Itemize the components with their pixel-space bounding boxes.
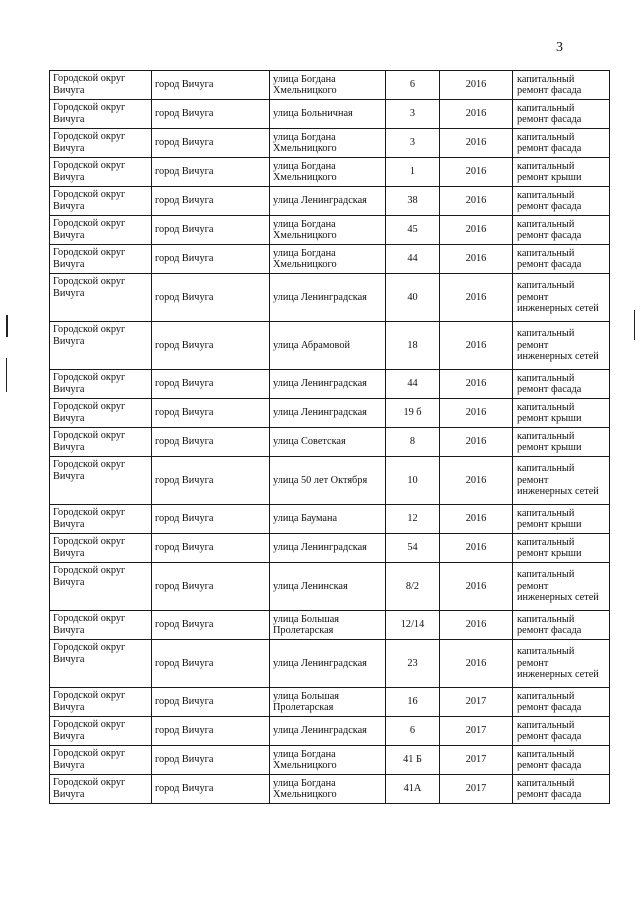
table-row bbox=[50, 100, 610, 129]
city-cell: город Вичуга bbox=[152, 534, 270, 563]
district-cell: Городской округ Вичуга bbox=[50, 245, 152, 274]
work-type-cell: капитальный ремонт крыши bbox=[513, 534, 610, 563]
city-cell: город Вичуга bbox=[152, 100, 270, 129]
district-cell: Городской округ Вичуга bbox=[50, 370, 152, 399]
house-number-cell: 45 bbox=[386, 216, 440, 245]
repair-schedule-table bbox=[49, 70, 610, 804]
work-type-cell: капитальный ремонт фасада bbox=[513, 71, 610, 100]
scan-artifact-left bbox=[6, 315, 8, 337]
street-cell: улица Ленинградская bbox=[270, 717, 386, 746]
city-cell: город Вичуга bbox=[152, 563, 270, 611]
table-row bbox=[50, 717, 610, 746]
work-type-cell: капитальный ремонт инженерных сетей bbox=[513, 457, 610, 505]
year-cell: 2016 bbox=[440, 457, 513, 505]
work-type-cell: капитальный ремонт фасада bbox=[513, 370, 610, 399]
year-cell: 2016 bbox=[440, 71, 513, 100]
city-cell: город Вичуга bbox=[152, 775, 270, 804]
house-number-cell: 18 bbox=[386, 322, 440, 370]
street-cell: улица Ленинградская bbox=[270, 399, 386, 428]
street-cell: улица Богдана Хмельницкого bbox=[270, 71, 386, 100]
work-type-cell: капитальный ремонт крыши bbox=[513, 428, 610, 457]
district-cell: Городской округ Вичуга bbox=[50, 563, 152, 611]
work-type-cell: капитальный ремонт фасада bbox=[513, 688, 610, 717]
city-cell: город Вичуга bbox=[152, 611, 270, 640]
house-number-cell: 41А bbox=[386, 775, 440, 804]
city-cell: город Вичуга bbox=[152, 187, 270, 216]
house-number-cell: 41 Б bbox=[386, 746, 440, 775]
year-cell: 2016 bbox=[440, 563, 513, 611]
street-cell: улица Богдана Хмельницкого bbox=[270, 129, 386, 158]
street-cell: улица Ленинградская bbox=[270, 534, 386, 563]
year-cell: 2017 bbox=[440, 775, 513, 804]
work-type-cell: капитальный ремонт фасада bbox=[513, 746, 610, 775]
district-cell: Городской округ Вичуга bbox=[50, 129, 152, 158]
city-cell: город Вичуга bbox=[152, 428, 270, 457]
district-cell: Городской округ Вичуга bbox=[50, 187, 152, 216]
district-cell: Городской округ Вичуга bbox=[50, 71, 152, 100]
year-cell: 2016 bbox=[440, 158, 513, 187]
district-cell: Городской округ Вичуга bbox=[50, 274, 152, 322]
year-cell: 2016 bbox=[440, 322, 513, 370]
year-cell: 2017 bbox=[440, 746, 513, 775]
city-cell: город Вичуга bbox=[152, 216, 270, 245]
street-cell: улица Большая Пролетарская bbox=[270, 688, 386, 717]
street-cell: улица Богдана Хмельницкого bbox=[270, 158, 386, 187]
table-row bbox=[50, 245, 610, 274]
district-cell: Городской округ Вичуга bbox=[50, 457, 152, 505]
house-number-cell: 54 bbox=[386, 534, 440, 563]
year-cell: 2016 bbox=[440, 216, 513, 245]
work-type-cell: капитальный ремонт фасада bbox=[513, 717, 610, 746]
street-cell: улица Ленинградская bbox=[270, 187, 386, 216]
work-type-cell: капитальный ремонт крыши bbox=[513, 505, 610, 534]
street-cell: улица Богдана Хмельницкого bbox=[270, 746, 386, 775]
table-row bbox=[50, 274, 610, 322]
work-type-cell: капитальный ремонт фасада bbox=[513, 216, 610, 245]
house-number-cell: 3 bbox=[386, 100, 440, 129]
district-cell: Городской округ Вичуга bbox=[50, 399, 152, 428]
table-row bbox=[50, 457, 610, 505]
year-cell: 2017 bbox=[440, 688, 513, 717]
table-row bbox=[50, 611, 610, 640]
city-cell: город Вичуга bbox=[152, 322, 270, 370]
house-number-cell: 40 bbox=[386, 274, 440, 322]
house-number-cell: 38 bbox=[386, 187, 440, 216]
house-number-cell: 44 bbox=[386, 245, 440, 274]
house-number-cell: 6 bbox=[386, 717, 440, 746]
work-type-cell: капитальный ремонт инженерных сетей bbox=[513, 322, 610, 370]
street-cell: улица Ленинградская bbox=[270, 640, 386, 688]
district-cell: Городской округ Вичуга bbox=[50, 216, 152, 245]
page-number: 3 bbox=[556, 40, 563, 55]
scan-artifact-right bbox=[634, 310, 635, 340]
house-number-cell: 44 bbox=[386, 370, 440, 399]
house-number-cell: 12/14 bbox=[386, 611, 440, 640]
house-number-cell: 19 б bbox=[386, 399, 440, 428]
house-number-cell: 1 bbox=[386, 158, 440, 187]
year-cell: 2017 bbox=[440, 717, 513, 746]
year-cell: 2016 bbox=[440, 370, 513, 399]
work-type-cell: капитальный ремонт фасада bbox=[513, 187, 610, 216]
table-row bbox=[50, 216, 610, 245]
house-number-cell: 8/2 bbox=[386, 563, 440, 611]
district-cell: Городской округ Вичуга bbox=[50, 688, 152, 717]
table-row bbox=[50, 71, 610, 100]
table-body bbox=[50, 71, 610, 804]
street-cell: улица Богдана Хмельницкого bbox=[270, 245, 386, 274]
district-cell: Городской округ Вичуга bbox=[50, 100, 152, 129]
table-row bbox=[50, 534, 610, 563]
street-cell: улица Ленинградская bbox=[270, 370, 386, 399]
city-cell: город Вичуга bbox=[152, 746, 270, 775]
year-cell: 2016 bbox=[440, 274, 513, 322]
district-cell: Городской округ Вичуга bbox=[50, 640, 152, 688]
table-row bbox=[50, 399, 610, 428]
city-cell: город Вичуга bbox=[152, 717, 270, 746]
street-cell: улица Больничная bbox=[270, 100, 386, 129]
district-cell: Городской округ Вичуга bbox=[50, 717, 152, 746]
table-row bbox=[50, 563, 610, 611]
street-cell: улица Баумана bbox=[270, 505, 386, 534]
table-row bbox=[50, 158, 610, 187]
district-cell: Городской округ Вичуга bbox=[50, 611, 152, 640]
year-cell: 2016 bbox=[440, 611, 513, 640]
city-cell: город Вичуга bbox=[152, 158, 270, 187]
district-cell: Городской округ Вичуга bbox=[50, 534, 152, 563]
city-cell: город Вичуга bbox=[152, 688, 270, 717]
city-cell: город Вичуга bbox=[152, 274, 270, 322]
district-cell: Городской округ Вичуга bbox=[50, 322, 152, 370]
street-cell: улица Абрамовой bbox=[270, 322, 386, 370]
house-number-cell: 6 bbox=[386, 71, 440, 100]
work-type-cell: капитальный ремонт инженерных сетей bbox=[513, 563, 610, 611]
district-cell: Городской округ Вичуга bbox=[50, 428, 152, 457]
work-type-cell: капитальный ремонт фасада bbox=[513, 611, 610, 640]
district-cell: Городской округ Вичуга bbox=[50, 505, 152, 534]
year-cell: 2016 bbox=[440, 640, 513, 688]
work-type-cell: капитальный ремонт инженерных сетей bbox=[513, 640, 610, 688]
table-row bbox=[50, 746, 610, 775]
city-cell: город Вичуга bbox=[152, 457, 270, 505]
work-type-cell: капитальный ремонт фасада bbox=[513, 245, 610, 274]
street-cell: улица Советская bbox=[270, 428, 386, 457]
street-cell: улица Богдана Хмельницкого bbox=[270, 775, 386, 804]
table-row bbox=[50, 428, 610, 457]
city-cell: город Вичуга bbox=[152, 245, 270, 274]
work-type-cell: капитальный ремонт крыши bbox=[513, 158, 610, 187]
work-type-cell: капитальный ремонт фасада bbox=[513, 775, 610, 804]
year-cell: 2016 bbox=[440, 129, 513, 158]
table-row bbox=[50, 370, 610, 399]
table-row bbox=[50, 775, 610, 804]
table-row bbox=[50, 688, 610, 717]
year-cell: 2016 bbox=[440, 428, 513, 457]
house-number-cell: 23 bbox=[386, 640, 440, 688]
table-row bbox=[50, 505, 610, 534]
city-cell: город Вичуга bbox=[152, 505, 270, 534]
table-row bbox=[50, 322, 610, 370]
table-row bbox=[50, 187, 610, 216]
city-cell: город Вичуга bbox=[152, 640, 270, 688]
district-cell: Городской округ Вичуга bbox=[50, 158, 152, 187]
street-cell: улица 50 лет Октября bbox=[270, 457, 386, 505]
house-number-cell: 10 bbox=[386, 457, 440, 505]
year-cell: 2016 bbox=[440, 399, 513, 428]
city-cell: город Вичуга bbox=[152, 129, 270, 158]
district-cell: Городской округ Вичуга bbox=[50, 746, 152, 775]
city-cell: город Вичуга bbox=[152, 370, 270, 399]
table-row bbox=[50, 129, 610, 158]
street-cell: улица Богдана Хмельницкого bbox=[270, 216, 386, 245]
year-cell: 2016 bbox=[440, 100, 513, 129]
year-cell: 2016 bbox=[440, 245, 513, 274]
house-number-cell: 3 bbox=[386, 129, 440, 158]
year-cell: 2016 bbox=[440, 534, 513, 563]
year-cell: 2016 bbox=[440, 505, 513, 534]
work-type-cell: капитальный ремонт фасада bbox=[513, 100, 610, 129]
street-cell: улица Ленинская bbox=[270, 563, 386, 611]
house-number-cell: 12 bbox=[386, 505, 440, 534]
city-cell: город Вичуга bbox=[152, 399, 270, 428]
city-cell: город Вичуга bbox=[152, 71, 270, 100]
house-number-cell: 16 bbox=[386, 688, 440, 717]
district-cell: Городской округ Вичуга bbox=[50, 775, 152, 804]
table-row bbox=[50, 640, 610, 688]
work-type-cell: капитальный ремонт фасада bbox=[513, 129, 610, 158]
work-type-cell: капитальный ремонт крыши bbox=[513, 399, 610, 428]
street-cell: улица Большая Пролетарская bbox=[270, 611, 386, 640]
year-cell: 2016 bbox=[440, 187, 513, 216]
scan-artifact-left-lower bbox=[6, 358, 7, 392]
street-cell: улица Ленинградская bbox=[270, 274, 386, 322]
work-type-cell: капитальный ремонт инженерных сетей bbox=[513, 274, 610, 322]
house-number-cell: 8 bbox=[386, 428, 440, 457]
